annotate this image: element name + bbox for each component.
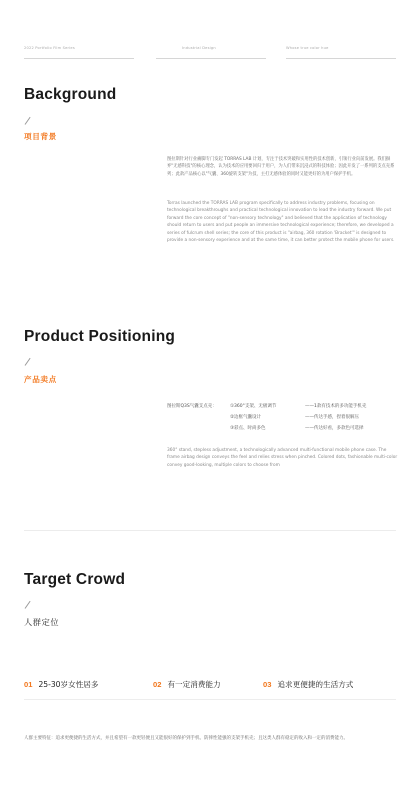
positioning-point-2: ②边框气囊设计: [230, 415, 262, 420]
feature-item-3: [263, 679, 353, 690]
tagline-label: Whose true color hue: [286, 46, 329, 50]
positioning-lead: 图拉斯Q3S气囊支点壳：: [167, 404, 217, 409]
background-subtitle: 项目背景: [24, 132, 57, 141]
target-slash: [25, 601, 31, 609]
top-bar: [24, 46, 396, 66]
discipline-label: Industrial Design: [182, 46, 216, 50]
feature-label-3: 追求更便捷的生活方式: [277, 680, 354, 689]
target-title: Target Crowd: [24, 571, 126, 588]
top-divider-right: [286, 58, 396, 59]
feature-number-3: 03: [263, 680, 272, 689]
top-divider-middle: [156, 58, 266, 59]
positioning-title: Product Positioning: [24, 328, 176, 345]
feature-item-2: [153, 679, 221, 690]
feature-label-2: 有一定消费能力: [167, 680, 221, 689]
positioning-point-3: ③彩点、时尚多色: [230, 426, 266, 431]
background-slash: [25, 117, 31, 125]
feature-label-1: 25-30岁女性居多: [38, 680, 99, 689]
section-divider: [24, 530, 396, 531]
positioning-slash: [25, 358, 31, 366]
positioning-en-paragraph: 360° stand, stepless adjustment, a technologically advanced multi-functional mobile phone case. The frame airbag design conveys the feel and relies stress when pinched. Colored dots, fashionable multi-color convey good-looking, multiple colors to choose from: [167, 448, 398, 468]
feature-number-1: 01: [24, 680, 33, 689]
positioning-desc-2: ——传达手感，捏着很解压: [305, 415, 359, 420]
positioning-subtitle: 产品卖点: [24, 375, 57, 384]
target-subtitle: 人群定位: [24, 617, 60, 627]
background-en-paragraph: Torras launched the TORRAS LAB program specifically to address industry problems, focusing on technological breakthroughs and practical technological innovation to lead the industry forward. We put forward the core concept of "non-sensory technology" and believed that the application of technology should return to users and put people an immersive technological experience; therefore, we developed a series of fulcrum shell series; the core of this product is "airbag, 360 rotation 'Bracket'" is designed to provide a non-sensory experience and at the same time, it can better protect the mobile phone for users.: [167, 201, 395, 244]
feature-divider: [24, 699, 396, 700]
background-cn-paragraph: 图拉斯针对行业痛脚专门发起 TORRAS LAB 计划，专注于技术突破和实用性的技术创新，引领行业向前发展。我们摒弃"无感科技"的核心理念，认为技术的应用要回归于用户，为人们带来沉浸式的科技体验；因此开发了一系列的支点壳系列；此款产品核心以"气囊、360旋转支架"为技，主打无感体验的同时又能更好的为用户保护手机。: [167, 157, 395, 177]
background-title: Background: [24, 86, 117, 103]
positioning-desc-1: ——1款有技术的多功能手机壳: [305, 404, 367, 409]
positioning-point-1: ①360°支架、无极调节: [230, 404, 277, 409]
top-divider-left: [24, 58, 134, 59]
target-summary: 人群主要特征：追求更便捷的生活方式，并且希望有一款更轻便且又能很好的保护到手机、防摔性能强的支架手机壳；且这类人群有稳定的收入和一定的消费能力。: [24, 736, 348, 741]
series-label: 2022 Portfolio Film Series: [24, 46, 75, 50]
feature-number-2: 02: [153, 680, 162, 689]
feature-item-1: [24, 679, 99, 690]
positioning-desc-3: ——传达好看，多款色可选择: [305, 426, 364, 431]
